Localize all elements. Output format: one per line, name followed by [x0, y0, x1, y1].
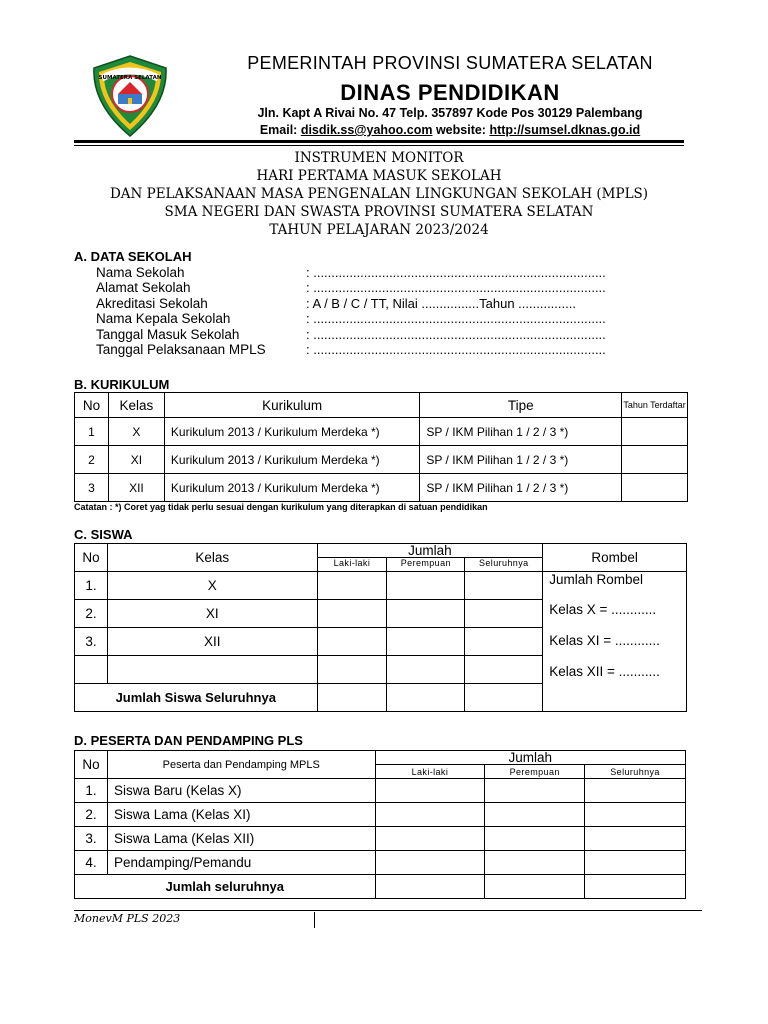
tanggal-masuk-field[interactable]: : .................................................................................	[306, 327, 606, 342]
title-line: SMA NEGERI DAN SWASTA PROVINSI SUMATERA SELATAN	[164, 204, 594, 220]
header-peserta: Peserta dan Pendamping MPLS	[107, 751, 375, 779]
footer-rule	[74, 910, 702, 911]
header-laki-laki: Laki-laki	[375, 765, 485, 779]
cell-perempuan[interactable]	[485, 779, 585, 803]
rombel-title: Jumlah Rombel	[549, 572, 644, 587]
cell-perempuan[interactable]	[387, 656, 465, 684]
footer-divider	[314, 912, 315, 928]
cell-perempuan[interactable]	[387, 572, 465, 600]
email-label: Email:	[259, 123, 301, 137]
cell-no: 1	[75, 418, 109, 446]
header-jumlah: Jumlah	[317, 544, 543, 558]
cell-laki-laki[interactable]	[317, 600, 387, 628]
title-line: HARI PERTAMA MASUK SEKOLAH	[256, 168, 502, 184]
rombel-line: Kelas XI = ............	[549, 633, 660, 648]
cell-laki-laki[interactable]	[375, 827, 485, 851]
cell-kelas: X	[107, 572, 317, 600]
cell-tahun[interactable]	[622, 446, 688, 474]
total-perempuan[interactable]	[387, 684, 465, 712]
nama-sekolah-field[interactable]: : .................................................................................	[306, 265, 606, 280]
header-seluruhnya: Seluruhnya	[465, 558, 543, 572]
cell-kelas: XII	[108, 474, 164, 502]
cell-seluruhnya[interactable]	[585, 803, 686, 827]
header-perempuan: Perempuan	[485, 765, 585, 779]
tanggal-mpls-field[interactable]: : .................................................................................	[306, 342, 606, 357]
cell-seluruhnya[interactable]	[585, 851, 686, 875]
total-seluruhnya[interactable]	[465, 684, 543, 712]
cell-seluruhnya[interactable]	[465, 572, 543, 600]
peserta-table	[74, 750, 686, 899]
field-label: Tanggal Masuk Sekolah	[96, 327, 240, 342]
header-kurikulum: Kurikulum	[164, 393, 420, 418]
cell-kurikulum[interactable]: Kurikulum 2013 / Kurikulum Merdeka *)	[164, 446, 420, 474]
cell-seluruhnya[interactable]	[465, 600, 543, 628]
office-name: DINAS PENDIDIKAN	[340, 80, 560, 105]
cell-kelas	[107, 656, 317, 684]
document-title	[74, 149, 684, 239]
cell-tahun[interactable]	[622, 474, 688, 502]
field-label: Alamat Sekolah	[96, 280, 191, 295]
cell-no: 4.	[75, 851, 108, 875]
cell-no: 3.	[75, 628, 108, 656]
section-d-heading: D. PESERTA DAN PENDAMPING PLS	[74, 733, 303, 748]
cell-perempuan[interactable]	[387, 628, 465, 656]
header-kelas: Kelas	[108, 393, 164, 418]
cell-perempuan[interactable]	[485, 803, 585, 827]
total-siswa-label: Jumlah Siswa Seluruhnya	[75, 684, 318, 712]
email-link[interactable]: disdik.ss@yahoo.com	[300, 123, 433, 137]
title-line: INSTRUMEN MONITOR	[294, 150, 464, 166]
cell-laki-laki[interactable]	[317, 628, 387, 656]
header-jumlah: Jumlah	[375, 751, 685, 765]
total-laki-laki[interactable]	[317, 684, 387, 712]
cell-seluruhnya[interactable]	[465, 656, 543, 684]
cell-perempuan[interactable]	[485, 827, 585, 851]
cell-peserta: Siswa Baru (Kelas X)	[107, 779, 375, 803]
website-link[interactable]: http://sumsel.dknas.go.id	[489, 123, 641, 137]
provincial-emblem-logo	[88, 54, 172, 138]
title-line: DAN PELAKSANAAN MASA PENGENALAN LINGKUNGAN SEKOLAH (MPLS)	[109, 186, 649, 202]
total-seluruhnya[interactable]	[585, 875, 686, 899]
cell-tipe[interactable]: SP / IKM Pilihan 1 / 2 / 3 *)	[420, 418, 622, 446]
cell-laki-laki[interactable]	[317, 572, 387, 600]
rombel-line: Kelas X = ............	[549, 602, 657, 617]
kepala-sekolah-field[interactable]: : .................................................................................	[306, 311, 606, 326]
cell-kelas: XII	[107, 628, 317, 656]
cell-no: 3.	[75, 827, 108, 851]
cell-laki-laki[interactable]	[375, 803, 485, 827]
office-address: Jln. Kapt A Rivai No. 47 Telp. 357897 Kode Pos 30129 Palembang	[257, 106, 643, 120]
header-no: No	[75, 751, 108, 779]
header-tahun-terdaftar: Tahun Terdaftar	[622, 393, 688, 418]
header-no: No	[75, 393, 109, 418]
rombel-cell[interactable]	[543, 572, 687, 712]
title-line: TAHUN PELAJARAN 2023/2024	[269, 222, 489, 238]
cell-no: 1.	[75, 572, 108, 600]
svg-text:SUMATERA SELATAN	[99, 75, 162, 81]
section-a-heading: A. DATA SEKOLAH	[74, 249, 192, 264]
cell-no: 2.	[75, 803, 108, 827]
cell-no: 1.	[75, 779, 108, 803]
website-label: website:	[432, 123, 490, 137]
cell-laki-laki[interactable]	[317, 656, 387, 684]
footer-text: MonevM PLS 2023	[74, 912, 181, 925]
cell-peserta: Siswa Lama (Kelas XII)	[107, 827, 375, 851]
cell-seluruhnya[interactable]	[465, 628, 543, 656]
cell-laki-laki[interactable]	[375, 851, 485, 875]
field-label: Akreditasi Sekolah	[96, 296, 208, 311]
cell-peserta: Pendamping/Pemandu	[107, 851, 375, 875]
cell-no	[75, 656, 108, 684]
field-label: Tanggal Pelaksanaan MPLS	[96, 342, 266, 357]
cell-peserta: Siswa Lama (Kelas XI)	[107, 803, 375, 827]
header-rombel: Rombel	[543, 544, 687, 572]
header-rule-thick	[74, 140, 684, 143]
header-seluruhnya: Seluruhnya	[585, 765, 686, 779]
cell-seluruhnya[interactable]	[585, 779, 686, 803]
cell-kurikulum[interactable]: Kurikulum 2013 / Kurikulum Merdeka *)	[164, 474, 420, 502]
field-label: Nama Kepala Sekolah	[96, 311, 231, 326]
cell-tipe[interactable]: SP / IKM Pilihan 1 / 2 / 3 *)	[420, 446, 622, 474]
section-b-heading: B. KURIKULUM	[74, 377, 170, 392]
government-name: PEMERINTAH PROVINSI SUMATERA SELATAN	[247, 53, 653, 73]
cell-kelas: X	[108, 418, 164, 446]
header-laki-laki: Laki-laki	[317, 558, 387, 572]
cell-laki-laki[interactable]	[375, 779, 485, 803]
cell-tahun[interactable]	[622, 418, 688, 446]
cell-perempuan[interactable]	[485, 851, 585, 875]
kurikulum-table	[74, 392, 688, 502]
cell-no: 3	[75, 474, 109, 502]
siswa-table	[74, 543, 687, 712]
rombel-line: Kelas XII = ...........	[549, 664, 660, 679]
field-label: Nama Sekolah	[96, 265, 185, 280]
header-rule-thin	[74, 145, 684, 146]
cell-kelas: XI	[108, 446, 164, 474]
cell-no: 2.	[75, 600, 108, 628]
cell-no: 2	[75, 446, 109, 474]
total-perempuan[interactable]	[485, 875, 585, 899]
contact-line	[190, 123, 710, 137]
header-tipe: Tipe	[420, 393, 622, 418]
total-laki-laki[interactable]	[375, 875, 485, 899]
akreditasi-field[interactable]: : A / B / C / TT, Nilai ................Tahun ................	[306, 296, 576, 311]
alamat-sekolah-field[interactable]: : .................................................................................	[306, 280, 606, 295]
logo-caption: SUMATERA SELATAN	[98, 75, 162, 81]
cell-kelas: XI	[107, 600, 317, 628]
total-peserta-label: Jumlah seluruhnya	[75, 875, 376, 899]
header-kelas: Kelas	[107, 544, 317, 572]
kurikulum-note: Catatan : *) Coret yag tidak perlu sesuai dengan kurikulum yang diterapkan di satuan pendidikan	[74, 502, 488, 512]
cell-kurikulum[interactable]: Kurikulum 2013 / Kurikulum Merdeka *)	[164, 418, 420, 446]
cell-perempuan[interactable]	[387, 600, 465, 628]
header-perempuan: Perempuan	[387, 558, 465, 572]
cell-seluruhnya[interactable]	[585, 827, 686, 851]
header-no: No	[75, 544, 108, 572]
section-c-heading: C. SISWA	[74, 527, 133, 542]
cell-tipe[interactable]: SP / IKM Pilihan 1 / 2 / 3 *)	[420, 474, 622, 502]
